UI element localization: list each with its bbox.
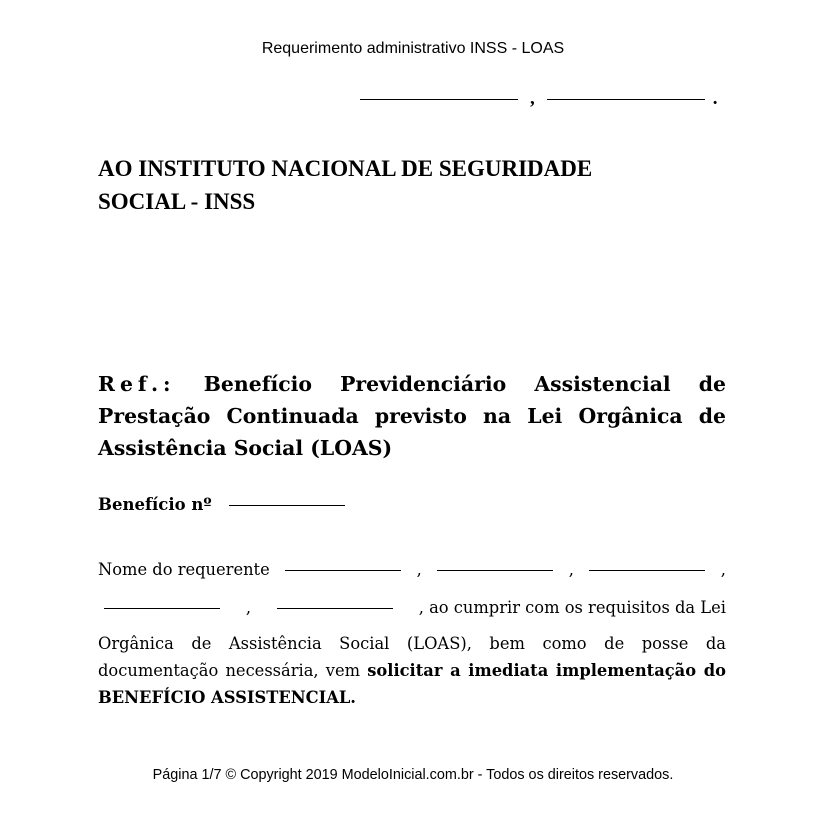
requester-sep-3: , <box>720 560 726 579</box>
date-comma: , <box>530 88 535 109</box>
document-footer: Página 1/7 © Copyright 2019 ModeloInicial.com.br - Todos os direitos reservados. <box>152 767 674 783</box>
requester-blank-2 <box>437 569 553 571</box>
addressee-line-1: AO INSTITUTO NACIONAL DE SEGURIDADE <box>98 156 593 181</box>
requester-blank-3 <box>589 569 705 571</box>
requester-sep-2: , <box>568 560 574 579</box>
benefit-number-label: Benefício nº <box>98 495 212 514</box>
requester-blank-5 <box>277 607 393 609</box>
request-paragraph <box>98 630 726 711</box>
date-period: . <box>712 88 718 109</box>
requester-blank-1 <box>285 569 401 571</box>
requester-blank-4 <box>104 607 220 609</box>
addressee <box>98 152 658 218</box>
requester-row-2 <box>98 594 726 632</box>
reference-label: Ref.: <box>98 372 176 396</box>
request-bold: solicitar a imediata implementação do BENEFÍCIO ASSISTENCIAL. <box>98 661 726 707</box>
date-location-line <box>360 87 718 111</box>
addressee-line-2: SOCIAL - INSS <box>98 189 256 214</box>
requester-row-1 <box>98 556 726 594</box>
requester-sep-4: , <box>245 598 252 617</box>
requester-intro: Nome do requerente <box>98 560 270 579</box>
reference-text: Benefício Previdenciário Assistencial de Prestação Continuada previsto na Lei Orgânica de Assistência Social (LOAS) <box>98 372 726 460</box>
benefit-number-line <box>98 494 345 516</box>
document-header: Requerimento administrativo INSS - LOAS <box>261 40 565 57</box>
requester-paragraph <box>98 556 726 632</box>
location-blank <box>360 98 518 100</box>
date-blank <box>547 98 705 100</box>
requester-continuation: , ao cumprir com os requisitos da Lei <box>418 598 726 617</box>
requester-sep-1: , <box>416 560 422 579</box>
request-body: Orgânica de Assistência Social (LOAS), bem como de posse da documentação necessária, vem <box>98 634 726 680</box>
benefit-number-blank <box>229 504 345 506</box>
reference-block <box>98 368 726 464</box>
